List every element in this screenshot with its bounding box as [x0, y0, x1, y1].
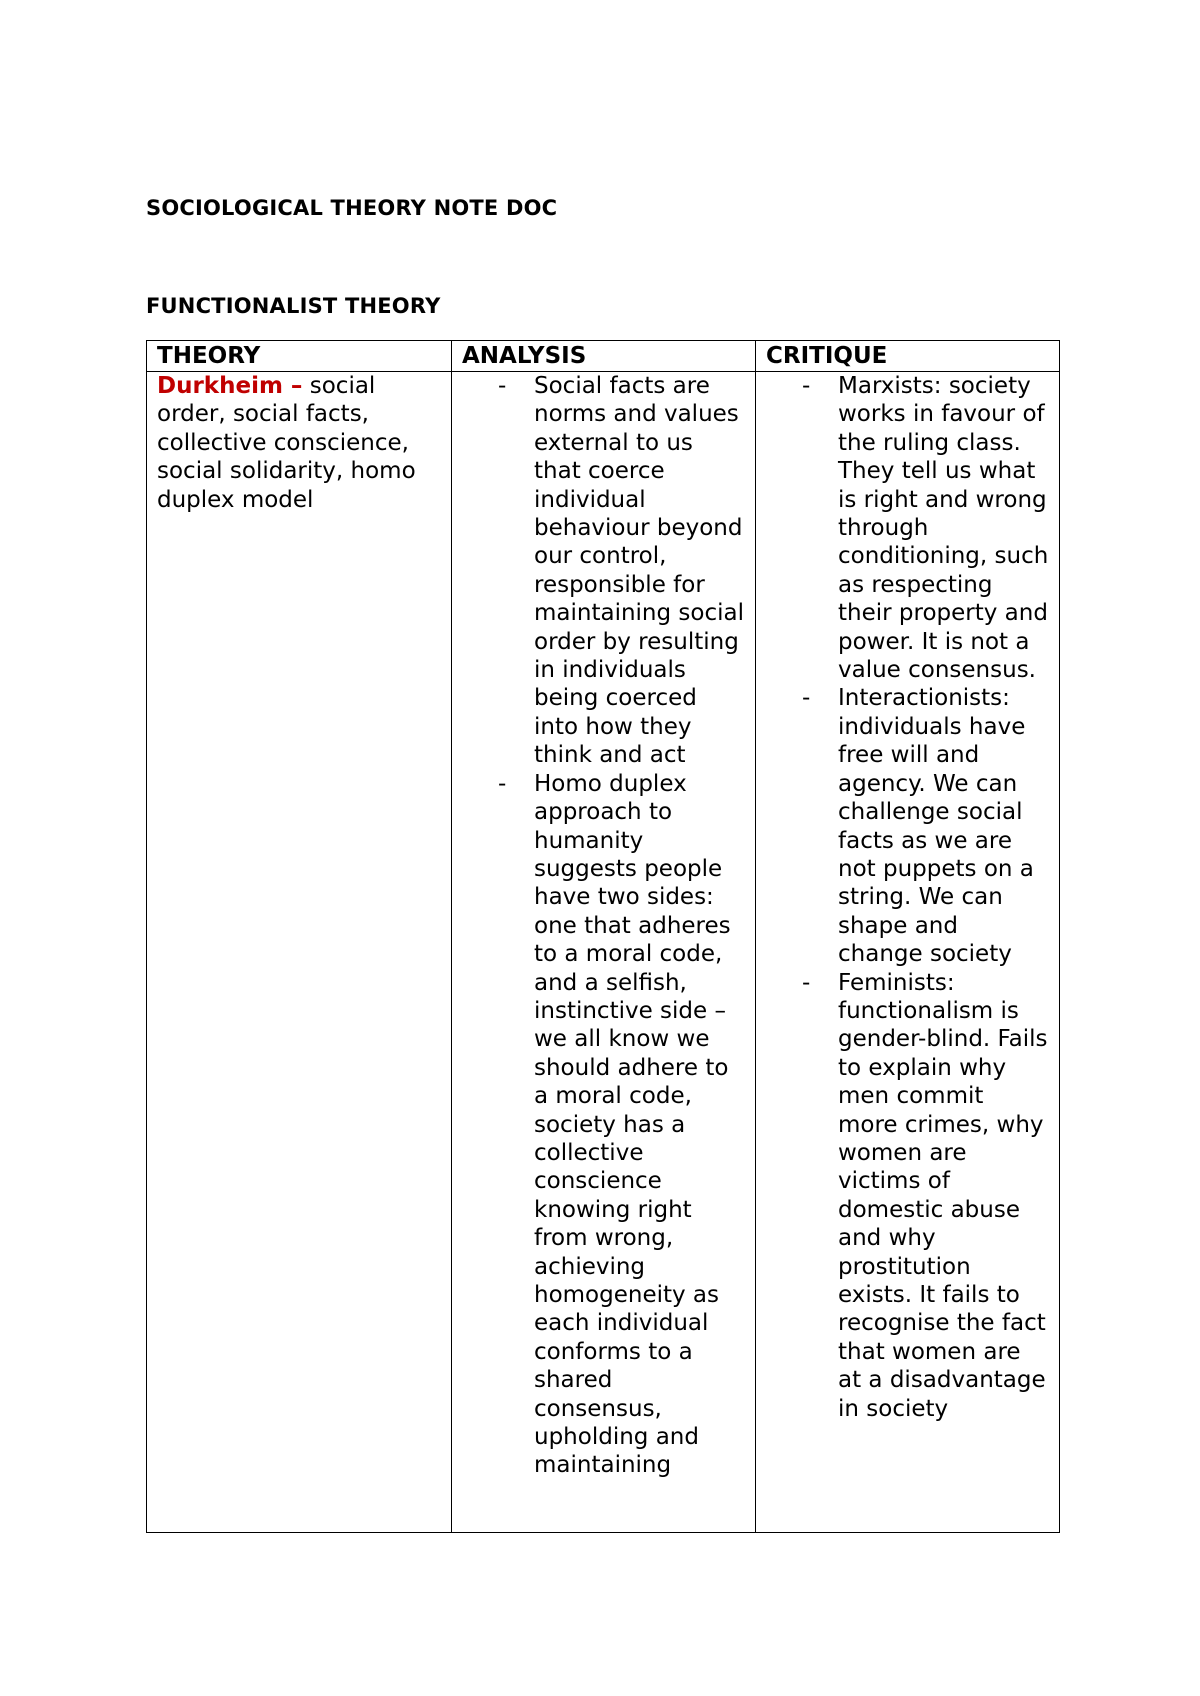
analysis-cell	[452, 372, 756, 1533]
section-title: FUNCTIONALIST THEORY	[146, 294, 441, 318]
table-row	[147, 372, 1060, 1533]
dash-bullet: -	[498, 770, 507, 797]
list-item	[462, 372, 745, 770]
critique-point: Marxists: society works in favour of the ruling class. They tell us what is right and wrong through conditioning, such as respecting their property and power. It is not a value consensus.	[838, 373, 1049, 684]
header-analysis: ANALYSIS	[452, 341, 756, 372]
list-item	[766, 372, 1049, 684]
table-header-row	[147, 341, 1060, 372]
theory-description: social order, social facts, collective conscience, social solidarity, homo duplex model	[157, 373, 416, 513]
list-item	[766, 684, 1049, 968]
theory-name: Durkheim –	[157, 373, 303, 399]
critique-cell	[756, 372, 1060, 1533]
theory-table	[146, 340, 1060, 1533]
dash-bullet: -	[498, 373, 507, 399]
analysis-point: Social facts are norms and values external to us that coerce individual behaviour beyond our control, responsible for maintaining social order by resulting in individuals being coerced into how they think and act	[534, 373, 744, 769]
critique-point: Feminists: functionalism is gender-blind. Fails to explain why men commit more crimes, why women are victims of domestic abuse and why prostitution exists. It fails to recognise the fact that women are at a disadvantage in society	[838, 969, 1048, 1422]
critique-point: Interactionists: individuals have free will and agency. We can challenge social facts as we are not puppets on a string. We can shape and change society	[838, 685, 1034, 968]
analysis-point: Homo duplex approach to humanity suggests people have two sides: one that adheres to a moral code, and a selfish, instinctive side – we all know we should adhere to a moral code, society has a collective conscience knowing right from wrong, achieving homogeneity as each individual conforms to a shared consensus, upholding and maintaining	[534, 770, 731, 1479]
dash-bullet: -	[802, 685, 811, 712]
dash-bullet: -	[802, 969, 811, 996]
page-title: SOCIOLOGICAL THEORY NOTE DOC	[146, 196, 558, 220]
header-critique: CRITIQUE	[756, 341, 1060, 372]
list-item	[766, 969, 1049, 1424]
critique-list	[766, 372, 1049, 1423]
header-theory: THEORY	[147, 341, 452, 372]
analysis-list	[462, 372, 745, 1480]
theory-cell	[147, 372, 452, 1533]
list-item	[462, 770, 745, 1480]
dash-bullet: -	[802, 373, 811, 399]
